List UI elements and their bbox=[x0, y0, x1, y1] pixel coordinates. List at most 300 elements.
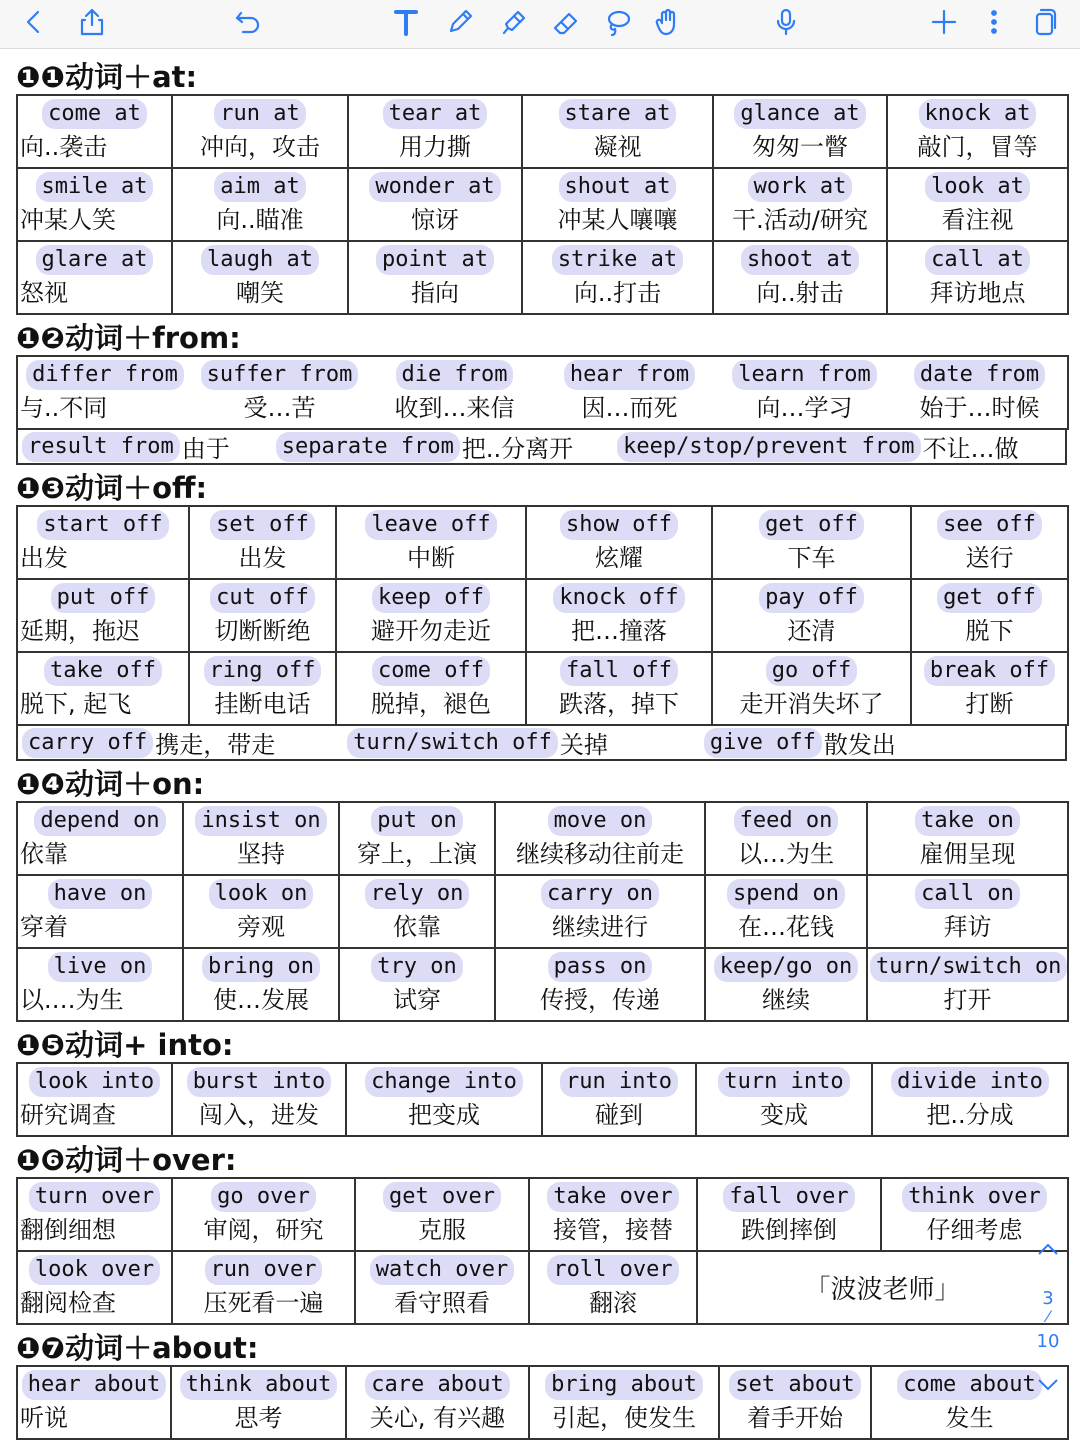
section-title-at: ❶❶动词＋at: bbox=[16, 59, 198, 94]
phrase-zh: 由于 bbox=[181, 435, 230, 463]
watermark-cell bbox=[697, 1251, 1068, 1324]
phrase-cell bbox=[522, 241, 713, 314]
phrase-zh: 用力撕 bbox=[399, 133, 471, 161]
phrase-zh: 使…发展 bbox=[213, 986, 309, 1014]
table-row bbox=[17, 506, 1068, 579]
phrase-en: change into bbox=[365, 1067, 523, 1097]
phrase-zh: 出发 bbox=[20, 544, 68, 572]
phrase-cell bbox=[348, 95, 522, 168]
phrase-zh: 向..打击 bbox=[573, 279, 662, 307]
phrase-cell bbox=[172, 95, 348, 168]
phrase-zh: 干.活动/研究 bbox=[732, 206, 868, 234]
phrase-zh: 翻滚 bbox=[589, 1289, 637, 1317]
table-row bbox=[17, 241, 1068, 314]
phrase-zh: 避开勿走近 bbox=[371, 617, 491, 645]
phrase-en: take on bbox=[915, 806, 1020, 836]
phrase-cell bbox=[892, 356, 1068, 429]
phrase-zh: 碰到 bbox=[595, 1101, 643, 1129]
phrase-en: glance at bbox=[734, 99, 865, 129]
phrase-zh: 把…撞落 bbox=[571, 617, 667, 645]
phrase-zh: 思考 bbox=[234, 1404, 283, 1432]
phrase-cell bbox=[887, 168, 1068, 241]
phrase-cell bbox=[712, 579, 911, 652]
phrase-cell bbox=[887, 241, 1068, 314]
phrase-en: take over bbox=[547, 1182, 678, 1212]
phrase-en: carry on bbox=[541, 879, 659, 909]
phrase-en: wonder at bbox=[369, 172, 500, 202]
phrase-zh: 向..瞄准 bbox=[216, 206, 304, 234]
phrase-cell bbox=[17, 1251, 172, 1324]
phrase-en: turn/switch off bbox=[347, 728, 558, 758]
toolbar bbox=[0, 0, 1080, 49]
phrase-zh: 切断断绝 bbox=[214, 617, 311, 645]
table-row bbox=[17, 652, 1068, 725]
phrase-zh: 跌落，掉下 bbox=[559, 690, 679, 718]
phrase-cell bbox=[172, 1063, 346, 1136]
phrase-en: die from bbox=[396, 360, 514, 390]
phrase-zh: 翻阅检查 bbox=[20, 1289, 116, 1317]
phrase-zh: 怒视 bbox=[20, 279, 68, 307]
phrase-en: bring on bbox=[202, 952, 320, 982]
phrase-cell bbox=[542, 1063, 696, 1136]
phrase-en: knock off bbox=[553, 583, 684, 613]
phrase-cell bbox=[719, 1366, 871, 1439]
phrase-cell bbox=[526, 652, 712, 725]
phrase-zh: 继续 bbox=[762, 986, 810, 1014]
phrase-cell bbox=[526, 579, 712, 652]
phrase-en: depend on bbox=[34, 806, 165, 836]
phrase-cell bbox=[522, 95, 713, 168]
phrase-en: keep/go on bbox=[714, 952, 858, 982]
phrase-zh: 走开消失坏了 bbox=[739, 690, 884, 718]
phrase-zh: 试穿 bbox=[393, 986, 441, 1014]
phrase-en: spend on bbox=[727, 879, 845, 909]
phrase-inline bbox=[347, 725, 608, 760]
phrase-cell bbox=[17, 241, 172, 314]
phrase-en: put off bbox=[51, 583, 156, 613]
phrase-en: watch over bbox=[370, 1255, 514, 1285]
phrase-en: laugh at bbox=[201, 245, 319, 275]
phrase-cell bbox=[17, 506, 189, 579]
phrase-inline bbox=[22, 725, 275, 760]
phrase-cell bbox=[189, 506, 336, 579]
phrase-cell bbox=[348, 168, 522, 241]
phrase-en: separate from bbox=[276, 432, 460, 462]
phrase-cell bbox=[713, 241, 887, 314]
phrase-zh: 坚持 bbox=[237, 840, 285, 868]
section-title-off: ❶❸动词＋off: bbox=[16, 470, 208, 505]
more-icon[interactable] bbox=[974, 2, 1014, 42]
phrase-en: hear from bbox=[564, 360, 695, 390]
phrase-zh: 冲某人笑 bbox=[20, 206, 116, 234]
phrase-zh: 敲门，冒等 bbox=[917, 133, 1038, 161]
phrase-inline bbox=[276, 429, 573, 464]
phrase-en: strike at bbox=[552, 245, 683, 275]
phrase-zh: 依靠 bbox=[393, 913, 441, 941]
phrase-cell bbox=[336, 652, 526, 725]
phrase-cell bbox=[529, 1366, 719, 1439]
phrase-en: glare at bbox=[36, 245, 154, 275]
phrase-zh: 继续进行 bbox=[552, 913, 648, 941]
phrase-cell bbox=[17, 1063, 172, 1136]
phrase-en: think about bbox=[180, 1370, 338, 1400]
plus-icon[interactable] bbox=[924, 2, 964, 42]
watermark-text: 「波波老师」 bbox=[804, 1275, 961, 1305]
table-row bbox=[17, 948, 1068, 1021]
phrase-inline bbox=[704, 725, 896, 760]
table-on bbox=[16, 801, 1069, 1022]
phrase-cell bbox=[867, 802, 1068, 875]
phrase-zh: 看守照看 bbox=[394, 1289, 490, 1317]
phrase-en: break off bbox=[924, 656, 1055, 686]
section-title-over: ❶❻动词＋over: bbox=[16, 1142, 237, 1177]
phrase-zh: 拜访地点 bbox=[929, 279, 1026, 307]
phrase-cell bbox=[887, 95, 1068, 168]
phrase-cell bbox=[17, 168, 172, 241]
phrase-cell bbox=[336, 506, 526, 579]
phrase-en: call at bbox=[925, 245, 1030, 275]
phrase-inline bbox=[22, 429, 230, 464]
phrase-en: keep/stop/prevent from bbox=[617, 432, 920, 462]
phrase-zh: 还清 bbox=[787, 617, 836, 645]
phrase-zh: 惊讶 bbox=[411, 206, 459, 234]
section-title-from: ❶❷动词＋from: bbox=[16, 320, 241, 355]
phrase-en: care about bbox=[365, 1370, 509, 1400]
phrase-en: pay off bbox=[759, 583, 864, 613]
phrase-en: live on bbox=[48, 952, 153, 982]
chevron-down-icon[interactable] bbox=[1028, 1376, 1068, 1397]
phrase-zh: 穿上，上演 bbox=[357, 840, 477, 868]
phrase-zh: 打开 bbox=[943, 986, 992, 1014]
phrase-zh: 研究调查 bbox=[20, 1101, 116, 1129]
phrase-en: hear about bbox=[22, 1370, 166, 1400]
phrase-en: feed on bbox=[734, 806, 839, 836]
phrase-cell bbox=[712, 506, 911, 579]
phrase-en: differ from bbox=[26, 360, 184, 390]
phrase-cell bbox=[346, 1063, 542, 1136]
phrase-en: insist on bbox=[195, 806, 326, 836]
phrase-zh: 因…而死 bbox=[581, 394, 678, 422]
phrase-en: move on bbox=[548, 806, 653, 836]
phrase-en: give off bbox=[704, 728, 822, 758]
phrase-cell bbox=[339, 875, 495, 948]
from-extra-row bbox=[16, 430, 1067, 465]
phrase-zh: 关心, 有兴趣 bbox=[369, 1404, 506, 1432]
phrase-zh: 传授，传递 bbox=[540, 986, 660, 1014]
eraser-icon[interactable] bbox=[546, 2, 586, 42]
phrase-en: start off bbox=[37, 510, 168, 540]
text-tool-icon[interactable] bbox=[386, 2, 426, 42]
phrase-cell bbox=[17, 875, 183, 948]
phrase-zh: 接管，接替 bbox=[553, 1216, 673, 1244]
phrase-cell bbox=[17, 802, 183, 875]
phrase-en: run into bbox=[560, 1067, 678, 1097]
phrase-en: try on bbox=[371, 952, 462, 982]
phrase-zh: 与..不同 bbox=[20, 394, 108, 422]
phrase-en: keep off bbox=[372, 583, 490, 613]
phrase-zh: 拜访 bbox=[943, 913, 992, 941]
chevron-up-icon[interactable] bbox=[1028, 1240, 1068, 1261]
phrase-cell bbox=[522, 168, 713, 241]
phrase-cell bbox=[183, 802, 339, 875]
phrase-cell bbox=[495, 948, 705, 1021]
phrase-en: get off bbox=[759, 510, 864, 540]
phrase-zh: 脱下 bbox=[965, 617, 1014, 645]
phrase-en: rely on bbox=[365, 879, 470, 909]
phrase-cell bbox=[713, 168, 887, 241]
phrase-en: put on bbox=[371, 806, 462, 836]
phrase-zh: 向…学习 bbox=[756, 394, 853, 422]
phrase-cell bbox=[172, 241, 348, 314]
phrase-zh: 着手开始 bbox=[747, 1404, 843, 1432]
phrase-zh: 在…花钱 bbox=[738, 913, 834, 941]
phrase-zh: 延期，拖迟 bbox=[20, 617, 140, 645]
phrase-en: show off bbox=[560, 510, 678, 540]
phrase-zh: 审阅，研究 bbox=[203, 1216, 324, 1244]
table-row bbox=[17, 579, 1068, 652]
phrase-cell bbox=[911, 506, 1068, 579]
phrase-cell bbox=[17, 95, 172, 168]
table-row bbox=[17, 802, 1068, 875]
phrase-cell bbox=[171, 1366, 346, 1439]
phrase-en: take off bbox=[44, 656, 162, 686]
table-at bbox=[16, 94, 1069, 315]
phrase-cell bbox=[348, 241, 522, 314]
phrase-cell bbox=[17, 948, 183, 1021]
phrase-zh: 不让…做 bbox=[922, 435, 1019, 463]
phrase-en: burst into bbox=[187, 1067, 331, 1097]
phrase-en: fall off bbox=[560, 656, 678, 686]
phrase-zh: 冲某人嚷嚷 bbox=[557, 206, 678, 234]
phrase-cell bbox=[17, 356, 192, 429]
phrase-cell bbox=[172, 1178, 355, 1251]
phrase-en: cut off bbox=[210, 583, 315, 613]
page-current: 3 bbox=[1042, 1288, 1054, 1309]
pencil-icon[interactable] bbox=[440, 2, 480, 42]
phrase-en: get off bbox=[937, 583, 1042, 613]
phrase-zh: 向..袭击 bbox=[20, 133, 108, 161]
phrase-cell bbox=[367, 356, 542, 429]
phrase-en: roll over bbox=[547, 1255, 678, 1285]
share-icon[interactable] bbox=[72, 2, 112, 42]
phrase-en: bring about bbox=[545, 1370, 703, 1400]
phrase-en: turn into bbox=[718, 1067, 849, 1097]
phrase-en: look over bbox=[29, 1255, 160, 1285]
phrase-cell bbox=[339, 948, 495, 1021]
section-title-into: ❶❺动词+ into: bbox=[16, 1027, 234, 1062]
phrase-en: come at bbox=[42, 99, 147, 129]
table-into bbox=[16, 1062, 1069, 1137]
phrase-cell bbox=[495, 875, 705, 948]
phrase-cell bbox=[336, 579, 526, 652]
phrase-zh: 中断 bbox=[407, 544, 455, 572]
phrase-cell bbox=[526, 506, 712, 579]
phrase-zh: 出发 bbox=[238, 544, 287, 572]
phrase-zh: 收到…来信 bbox=[394, 394, 515, 422]
section-title-about: ❶❼动词＋about: bbox=[16, 1330, 259, 1365]
table-about bbox=[16, 1365, 1069, 1440]
phrase-zh: 冲向，攻击 bbox=[200, 133, 320, 161]
phrase-en: turn/switch on bbox=[870, 952, 1067, 982]
table-row bbox=[17, 1063, 1068, 1136]
phrase-zh: 匆匆一瞥 bbox=[752, 133, 848, 161]
phrase-zh: 脱掉，褪色 bbox=[371, 690, 491, 718]
phrase-cell bbox=[867, 875, 1068, 948]
phrase-cell bbox=[872, 1063, 1068, 1136]
phrase-en: divide into bbox=[891, 1067, 1049, 1097]
chevron-left-icon[interactable] bbox=[14, 2, 54, 42]
phrase-zh: 受…苦 bbox=[243, 394, 316, 422]
phrase-en: point at bbox=[376, 245, 494, 275]
phrase-en: look into bbox=[29, 1067, 160, 1097]
phrase-cell bbox=[172, 168, 348, 241]
phrase-en: look on bbox=[209, 879, 314, 909]
phrase-en: date from bbox=[914, 360, 1045, 390]
phrase-en: set about bbox=[729, 1370, 860, 1400]
phrase-en: knock at bbox=[919, 99, 1037, 129]
phrase-cell bbox=[867, 948, 1068, 1021]
phrase-cell bbox=[355, 1251, 529, 1324]
phrase-zh: 把..分成 bbox=[926, 1101, 1014, 1129]
undo-icon[interactable] bbox=[228, 2, 268, 42]
table-from bbox=[16, 355, 1069, 430]
phrase-zh: 穿着 bbox=[20, 913, 68, 941]
off-extra-row bbox=[16, 726, 1067, 761]
section-title-on: ❶❹动词＋on: bbox=[16, 766, 205, 801]
phrase-cell bbox=[529, 1178, 697, 1251]
phrase-zh: 继续移动往前走 bbox=[516, 840, 684, 868]
phrase-en: come about bbox=[897, 1370, 1041, 1400]
phrase-cell bbox=[697, 1178, 881, 1251]
phrase-zh: 始于…时候 bbox=[919, 394, 1040, 422]
phrase-cell bbox=[17, 652, 189, 725]
phrase-zh: 脱下, 起飞 bbox=[20, 690, 132, 718]
phrase-zh: 变成 bbox=[760, 1101, 808, 1129]
phrase-zh: 挂断电话 bbox=[214, 690, 311, 718]
phrase-cell bbox=[192, 356, 367, 429]
phrase-zh: 跌倒摔倒 bbox=[741, 1216, 837, 1244]
phrase-en: result from bbox=[22, 432, 180, 462]
phrase-zh: 以.…为生 bbox=[20, 986, 124, 1014]
phrase-zh: 克服 bbox=[418, 1216, 466, 1244]
document-page bbox=[16, 56, 1067, 1440]
phrase-en: smile at bbox=[36, 172, 154, 202]
phrase-zh: 指向 bbox=[411, 279, 459, 307]
phrase-cell bbox=[712, 652, 911, 725]
phrase-zh: 雇佣呈现 bbox=[919, 840, 1016, 868]
phrase-zh: 把..分离开 bbox=[461, 435, 574, 463]
phrase-cell bbox=[696, 1063, 872, 1136]
phrase-en: think over bbox=[902, 1182, 1046, 1212]
table-row bbox=[17, 1366, 1068, 1439]
phrase-en: get over bbox=[383, 1182, 501, 1212]
phrase-cell bbox=[495, 802, 705, 875]
phrase-zh: 旁观 bbox=[237, 913, 285, 941]
phrase-en: set off bbox=[210, 510, 315, 540]
phrase-en: learn from bbox=[732, 360, 876, 390]
phrase-en: run at bbox=[214, 99, 305, 129]
phrase-zh: 凝视 bbox=[593, 133, 642, 161]
phrase-en: have on bbox=[48, 879, 153, 909]
phrase-zh: 把变成 bbox=[408, 1101, 480, 1129]
phrase-zh: 以…为生 bbox=[738, 840, 834, 868]
phrase-zh: 打断 bbox=[965, 690, 1014, 718]
phrase-cell bbox=[713, 95, 887, 168]
phrase-en: come off bbox=[372, 656, 490, 686]
phrase-en: go over bbox=[211, 1182, 316, 1212]
phrase-en: ring off bbox=[204, 656, 322, 686]
highlighter-icon[interactable] bbox=[494, 2, 534, 42]
phrase-cell bbox=[542, 356, 717, 429]
phrase-cell bbox=[529, 1251, 697, 1324]
phrase-en: carry off bbox=[22, 728, 153, 758]
phrase-en: fall over bbox=[723, 1182, 854, 1212]
phrase-en: run over bbox=[205, 1255, 323, 1285]
phrase-cell bbox=[911, 652, 1068, 725]
phrase-zh: 听说 bbox=[20, 1404, 68, 1432]
table-row bbox=[17, 875, 1068, 948]
phrase-zh: 压死看一遍 bbox=[203, 1289, 324, 1317]
phrase-en: stare at bbox=[559, 99, 677, 129]
phrase-cell bbox=[183, 948, 339, 1021]
table-row bbox=[17, 168, 1068, 241]
table-row bbox=[17, 1251, 1068, 1324]
table-row bbox=[17, 1178, 1068, 1251]
phrase-en: look at bbox=[925, 172, 1030, 202]
phrase-en: suffer from bbox=[201, 360, 359, 390]
phrase-cell bbox=[189, 579, 336, 652]
phrase-en: see off bbox=[937, 510, 1042, 540]
phrase-zh: 引起，使发生 bbox=[552, 1404, 696, 1432]
phrase-zh: 依靠 bbox=[20, 840, 68, 868]
phrase-zh: 散发出 bbox=[823, 731, 896, 759]
phrase-zh: 嘲笑 bbox=[236, 279, 284, 307]
phrase-zh: 关掉 bbox=[559, 731, 608, 759]
phrase-zh: 炫耀 bbox=[595, 544, 643, 572]
phrase-cell bbox=[705, 875, 867, 948]
phrase-cell bbox=[705, 802, 867, 875]
phrase-zh: 闯入，进发 bbox=[199, 1101, 319, 1129]
page-total: 10 bbox=[1036, 1331, 1060, 1352]
phrase-cell bbox=[705, 948, 867, 1021]
phrase-en: shoot at bbox=[741, 245, 859, 275]
phrase-en: go off bbox=[766, 656, 857, 686]
lasso-icon[interactable] bbox=[598, 2, 638, 42]
phrase-zh: 下车 bbox=[787, 544, 836, 572]
phrase-cell bbox=[172, 1251, 355, 1324]
phrase-cell bbox=[189, 652, 336, 725]
page-separator: ⁄ bbox=[1046, 1307, 1050, 1326]
microphone-icon[interactable] bbox=[766, 2, 806, 42]
phrase-cell bbox=[17, 1178, 172, 1251]
phrase-cell bbox=[339, 802, 495, 875]
phrase-zh: 向..射击 bbox=[756, 279, 844, 307]
hand-icon[interactable] bbox=[648, 2, 688, 42]
phrase-zh: 翻倒细想 bbox=[20, 1216, 116, 1244]
phrase-cell bbox=[355, 1178, 529, 1251]
phrase-en: call on bbox=[915, 879, 1020, 909]
table-row bbox=[17, 356, 1068, 429]
phrase-cell bbox=[183, 875, 339, 948]
table-off bbox=[16, 505, 1069, 726]
phrase-en: tear at bbox=[383, 99, 488, 129]
phrase-en: pass on bbox=[548, 952, 653, 982]
phrase-cell bbox=[346, 1366, 529, 1439]
phrase-en: turn over bbox=[29, 1182, 160, 1212]
phrase-en: shout at bbox=[559, 172, 677, 202]
pages-icon[interactable] bbox=[1024, 2, 1064, 42]
phrase-zh: 携走，带走 bbox=[155, 731, 276, 759]
